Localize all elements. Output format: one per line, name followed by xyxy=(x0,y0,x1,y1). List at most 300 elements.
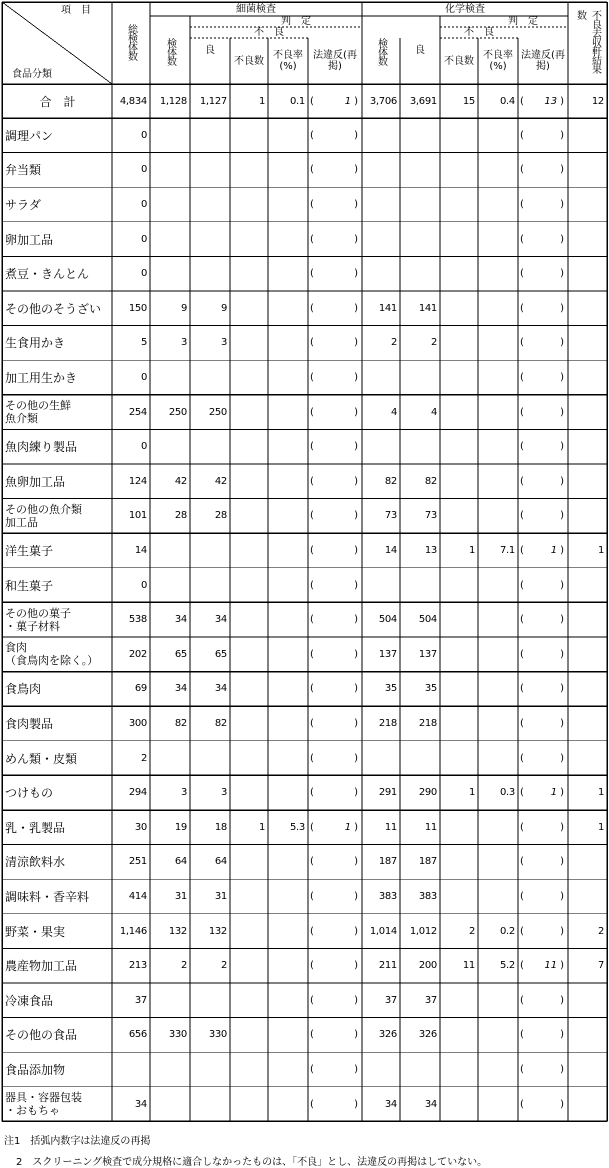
cell-recall xyxy=(568,983,607,1018)
cell-c-bad xyxy=(440,983,478,1018)
cell-c-law xyxy=(518,326,568,361)
cell-total: 124 xyxy=(128,475,147,487)
paren-open: ( xyxy=(310,752,314,764)
cell-c-n: 137 xyxy=(378,648,397,660)
cell-b-rate xyxy=(268,672,308,707)
cell-recall xyxy=(568,360,607,395)
cell-b-rate xyxy=(268,568,308,603)
paren-close: ) xyxy=(560,475,564,487)
paren-close: ) xyxy=(560,648,564,660)
cell-recall xyxy=(568,429,607,464)
cell-b-law xyxy=(308,464,362,499)
cell-recall xyxy=(568,1018,607,1053)
cell-c-law xyxy=(518,1052,568,1087)
cell-c-bad xyxy=(440,360,478,395)
paren-open: ( xyxy=(310,579,314,591)
cell-b-n xyxy=(150,1087,190,1122)
cell-b-rate xyxy=(268,1052,308,1087)
paren-open: ( xyxy=(310,544,314,556)
law-count: 13 xyxy=(544,95,558,107)
cell-c-law xyxy=(518,153,568,188)
law-count: 1 xyxy=(550,544,558,556)
cell-b-law xyxy=(308,1087,362,1122)
cell-b-rate xyxy=(268,741,308,776)
paren-open: ( xyxy=(520,925,524,937)
cell-c-law xyxy=(518,983,568,1018)
row-label: サラダ xyxy=(5,197,41,212)
paren-close: ) xyxy=(354,302,358,314)
header-recall-result: 不良去収軒結果数 xyxy=(574,10,601,73)
cell-c-good xyxy=(400,741,440,776)
cell-c-rate xyxy=(478,602,518,637)
cell-c-rate xyxy=(478,1052,518,1087)
cell-c-bad: 1 xyxy=(468,787,475,799)
cell-b-bad xyxy=(230,775,268,810)
row-label: 和生菓子 xyxy=(5,578,54,593)
cell-c-n: 291 xyxy=(378,787,397,799)
cell-c-n: 14 xyxy=(384,544,397,556)
paren-open: ( xyxy=(520,371,524,383)
cell-c-good: 4 xyxy=(430,406,437,418)
cell-total: 0 xyxy=(140,441,147,453)
cell-c-bad xyxy=(440,429,478,464)
cell-total: 0 xyxy=(140,371,147,383)
paren-open: ( xyxy=(520,856,524,868)
cell-c-good: 2 xyxy=(430,337,437,349)
row-label-line2: 魚介類 xyxy=(5,412,38,426)
cell-b-good xyxy=(190,983,230,1018)
row-label: その他の食品 xyxy=(5,1028,78,1043)
cell-b-good: 2 xyxy=(220,960,227,972)
cell-c-bad xyxy=(440,810,478,845)
cell-c-bad xyxy=(440,1087,478,1122)
cell-b-bad xyxy=(230,568,268,603)
cell-c-law xyxy=(518,222,568,257)
cell-c-n xyxy=(362,568,400,603)
row-label: 調理パン xyxy=(5,128,54,143)
paren-open: ( xyxy=(520,129,524,141)
cell-b-n: 65 xyxy=(174,648,187,660)
cell-b-good: 250 xyxy=(208,406,227,418)
paren-close: ) xyxy=(354,648,358,660)
cell-b-rate xyxy=(268,533,308,568)
paren-open: ( xyxy=(520,821,524,833)
header-category-label: 食品分類 xyxy=(12,68,52,80)
cell-b-n: 3 xyxy=(180,337,187,349)
cell-recall xyxy=(568,1052,607,1087)
cell-c-law xyxy=(518,775,568,810)
paren-open: ( xyxy=(520,164,524,176)
cell-recall xyxy=(568,326,607,361)
paren-close: ) xyxy=(354,95,358,107)
cell-recall xyxy=(568,602,607,637)
cell-b-good xyxy=(190,256,230,291)
cell-c-good xyxy=(400,153,440,188)
row-label: その他のそうざい xyxy=(5,301,102,316)
cell-b-rate xyxy=(268,775,308,810)
header-chem-group: 化学検査 xyxy=(445,4,485,15)
paren-open: ( xyxy=(310,683,314,695)
row-label: 食肉製品 xyxy=(5,716,54,731)
header-bact-law: 法違反(再掲) xyxy=(313,50,357,72)
paren-open: ( xyxy=(310,717,314,729)
cell-b-rate xyxy=(268,1018,308,1053)
paren-open: ( xyxy=(310,441,314,453)
cell-c-n: 383 xyxy=(378,890,397,902)
cell-c-good: 11 xyxy=(424,821,437,833)
cell-b-rate xyxy=(268,395,308,430)
cell-recall xyxy=(568,568,607,603)
cell-b-rate xyxy=(268,464,308,499)
paren-open: ( xyxy=(310,129,314,141)
cell-b-n xyxy=(150,118,190,153)
paren-close: ) xyxy=(560,1098,564,1110)
paren-close: ) xyxy=(560,268,564,280)
cell-recall xyxy=(568,741,607,776)
cell-b-rate xyxy=(268,499,308,534)
cell-c-bad xyxy=(440,222,478,257)
paren-open: ( xyxy=(520,441,524,453)
cell-b-n: 3 xyxy=(180,787,187,799)
cell-total: 202 xyxy=(128,648,147,660)
paren-close: ) xyxy=(354,683,358,695)
cell-c-n xyxy=(362,222,400,257)
paren-close: ) xyxy=(354,544,358,556)
cell-b-rate: 5.3 xyxy=(289,821,305,833)
cell-recall xyxy=(568,1087,607,1122)
cell-c-law xyxy=(518,187,568,222)
cell-b-n: 31 xyxy=(174,890,187,902)
paren-open: ( xyxy=(310,164,314,176)
cell-c-n: 218 xyxy=(378,717,397,729)
cell-b-rate xyxy=(268,948,308,983)
cell-b-n: 9 xyxy=(180,302,187,314)
cell-b-bad xyxy=(230,602,268,637)
cell-b-bad xyxy=(230,429,268,464)
cell-c-rate xyxy=(478,741,518,776)
cell-b-law xyxy=(308,845,362,880)
cell-c-rate: 0.2 xyxy=(499,925,515,937)
paren-open: ( xyxy=(310,614,314,626)
cell-c-n xyxy=(362,741,400,776)
cell-recall xyxy=(568,187,607,222)
cell-b-rate xyxy=(268,602,308,637)
row-label-line2: ・菓子材料 xyxy=(5,619,60,633)
paren-open: ( xyxy=(310,856,314,868)
cell-c-rate xyxy=(478,464,518,499)
paren-close: ) xyxy=(354,337,358,349)
cell-c-bad xyxy=(440,1052,478,1087)
cell-c-good: 82 xyxy=(424,475,437,487)
cell-b-law xyxy=(308,326,362,361)
cell-c-good: 3,691 xyxy=(409,95,437,107)
cell-b-bad xyxy=(230,1087,268,1122)
cell-total: 1,146 xyxy=(119,925,147,937)
paren-close: ) xyxy=(560,787,564,799)
row-label: めん類・皮類 xyxy=(5,751,78,766)
cell-c-n: 187 xyxy=(378,856,397,868)
cell-total: 4,834 xyxy=(119,95,147,107)
header-bact-defect-count: 不良数 xyxy=(234,55,264,67)
cell-c-bad xyxy=(440,464,478,499)
paren-close: ) xyxy=(560,164,564,176)
paren-close: ) xyxy=(354,406,358,418)
cell-b-law xyxy=(308,84,362,118)
header-bact-defect: 不 良 xyxy=(254,27,284,38)
cell-c-rate xyxy=(478,326,518,361)
cell-c-n: 326 xyxy=(378,1029,397,1041)
paren-close: ) xyxy=(354,925,358,937)
cell-total: 101 xyxy=(128,510,147,522)
cell-b-law xyxy=(308,948,362,983)
cell-b-bad xyxy=(230,914,268,949)
cell-total: 0 xyxy=(140,233,147,245)
paren-close: ) xyxy=(560,579,564,591)
cell-b-rate xyxy=(268,222,308,257)
cell-total: 34 xyxy=(134,1098,147,1110)
row-label xyxy=(5,500,110,533)
cell-b-rate xyxy=(268,914,308,949)
header-chem-defect-count: 不良数 xyxy=(444,55,474,67)
header-bact-good: 良 xyxy=(205,44,215,56)
row-label: 魚卵加工品 xyxy=(5,474,66,489)
header-total-count: 総検体数 xyxy=(125,24,137,60)
paren-open: ( xyxy=(520,406,524,418)
law-count: 1 xyxy=(550,787,558,799)
cell-b-bad xyxy=(230,118,268,153)
paren-close: ) xyxy=(560,994,564,1006)
paren-close: ) xyxy=(560,337,564,349)
cell-total: 0 xyxy=(140,268,147,280)
cell-b-good xyxy=(190,429,230,464)
paren-close: ) xyxy=(560,752,564,764)
cell-c-good xyxy=(400,568,440,603)
cell-total: 294 xyxy=(128,787,147,799)
paren-open: ( xyxy=(310,1098,314,1110)
cell-b-bad xyxy=(230,845,268,880)
cell-b-good xyxy=(190,118,230,153)
paren-close: ) xyxy=(560,510,564,522)
row-label xyxy=(5,1088,110,1121)
paren-close: ) xyxy=(560,960,564,972)
cell-b-good: 34 xyxy=(214,683,227,695)
row-label: 魚肉練り製品 xyxy=(5,440,78,455)
paren-open: ( xyxy=(520,1063,524,1075)
cell-total: 414 xyxy=(128,890,147,902)
cell-b-good: 34 xyxy=(214,614,227,626)
cell-c-rate xyxy=(478,706,518,741)
cell-recall xyxy=(568,464,607,499)
cell-total: 656 xyxy=(128,1029,147,1041)
cell-c-rate: 0.4 xyxy=(499,95,515,107)
cell-b-law xyxy=(308,706,362,741)
row-label-line1: その他の魚介類 xyxy=(5,502,82,516)
paren-close: ) xyxy=(560,890,564,902)
cell-total: 69 xyxy=(134,683,147,695)
cell-c-good xyxy=(400,187,440,222)
cell-c-law xyxy=(518,291,568,326)
cell-c-rate xyxy=(478,672,518,707)
cell-b-bad xyxy=(230,187,268,222)
paren-open: ( xyxy=(520,510,524,522)
cell-c-good: 13 xyxy=(424,544,437,556)
paren-close: ) xyxy=(354,890,358,902)
cell-c-n xyxy=(362,256,400,291)
cell-c-rate xyxy=(478,1087,518,1122)
paren-open: ( xyxy=(310,510,314,522)
cell-c-rate xyxy=(478,187,518,222)
cell-c-law xyxy=(518,1087,568,1122)
cell-total xyxy=(112,1052,150,1087)
paren-open: ( xyxy=(310,994,314,1006)
row-label-line2: 加工品 xyxy=(5,515,38,529)
header-chem-good: 良 xyxy=(415,44,425,56)
cell-b-good xyxy=(190,568,230,603)
row-label: 食品添加物 xyxy=(5,1062,66,1077)
cell-b-law xyxy=(308,741,362,776)
cell-c-rate xyxy=(478,222,518,257)
cell-c-law xyxy=(518,429,568,464)
paren-open: ( xyxy=(310,302,314,314)
paren-open: ( xyxy=(520,960,524,972)
cell-b-n: 132 xyxy=(168,925,187,937)
cell-c-good: 35 xyxy=(424,683,437,695)
paren-open: ( xyxy=(520,683,524,695)
paren-close: ) xyxy=(560,95,564,107)
paren-open: ( xyxy=(310,1029,314,1041)
row-label-line2: ・おもちゃ xyxy=(5,1104,60,1118)
cell-b-n: 250 xyxy=(168,406,187,418)
cell-b-good: 132 xyxy=(208,925,227,937)
cell-b-good: 42 xyxy=(214,475,227,487)
cell-c-bad xyxy=(440,118,478,153)
cell-b-good xyxy=(190,360,230,395)
cell-total: 0 xyxy=(140,579,147,591)
cell-recall xyxy=(568,499,607,534)
header-bact-judgement: 判 定 xyxy=(281,16,311,27)
cell-c-good xyxy=(400,1052,440,1087)
cell-total: 0 xyxy=(140,198,147,210)
paren-open: ( xyxy=(310,787,314,799)
cell-c-rate xyxy=(478,360,518,395)
cell-b-bad xyxy=(230,326,268,361)
cell-c-good xyxy=(400,222,440,257)
cell-c-law xyxy=(518,914,568,949)
cell-recall xyxy=(568,637,607,672)
cell-b-good xyxy=(190,533,230,568)
cell-b-n: 34 xyxy=(174,614,187,626)
cell-b-bad xyxy=(230,948,268,983)
cell-c-law xyxy=(518,568,568,603)
cell-c-bad xyxy=(440,637,478,672)
cell-c-n: 4 xyxy=(390,406,397,418)
row-label-line1: 食肉 xyxy=(5,641,27,655)
paren-open: ( xyxy=(310,95,314,107)
cell-recall xyxy=(568,395,607,430)
cell-total: 213 xyxy=(128,960,147,972)
paren-open: ( xyxy=(310,475,314,487)
cell-b-rate xyxy=(268,879,308,914)
cell-c-n xyxy=(362,1052,400,1087)
cell-c-rate xyxy=(478,1018,518,1053)
cell-b-law xyxy=(308,602,362,637)
cell-b-rate xyxy=(268,118,308,153)
paren-close: ) xyxy=(354,164,358,176)
cell-c-n: 82 xyxy=(384,475,397,487)
cell-b-n xyxy=(150,429,190,464)
cell-c-good: 218 xyxy=(418,717,437,729)
row-label-line2: （食鳥肉を除く。） xyxy=(5,654,99,668)
cell-c-rate xyxy=(478,568,518,603)
paren-open: ( xyxy=(520,198,524,210)
header-chem-count: 検体数 xyxy=(375,37,387,65)
row-label: 乳・乳製品 xyxy=(5,820,66,835)
cell-b-bad xyxy=(230,879,268,914)
cell-b-law xyxy=(308,533,362,568)
cell-c-good: 73 xyxy=(424,510,437,522)
cell-b-rate xyxy=(268,187,308,222)
cell-recall xyxy=(568,222,607,257)
paren-open: ( xyxy=(310,821,314,833)
cell-c-bad xyxy=(440,879,478,914)
cell-b-n xyxy=(150,983,190,1018)
paren-open: ( xyxy=(310,371,314,383)
header-chem-defect-rate: 不良率(%) xyxy=(483,50,513,72)
cell-c-law xyxy=(518,845,568,880)
cell-c-law xyxy=(518,741,568,776)
cell-b-good: 65 xyxy=(214,648,227,660)
paren-close: ) xyxy=(560,544,564,556)
row-label: 冷凍食品 xyxy=(5,993,54,1008)
cell-b-rate xyxy=(268,429,308,464)
cell-c-law xyxy=(518,84,568,118)
row-label: 卵加工品 xyxy=(5,232,54,247)
cell-b-good xyxy=(190,222,230,257)
cell-c-n: 504 xyxy=(378,614,397,626)
paren-close: ) xyxy=(354,1098,358,1110)
cell-c-bad xyxy=(440,256,478,291)
cell-c-law xyxy=(518,533,568,568)
cell-c-bad xyxy=(440,672,478,707)
cell-b-good xyxy=(190,153,230,188)
cell-total: 0 xyxy=(140,164,147,176)
cell-c-law xyxy=(518,395,568,430)
cell-c-n: 3,706 xyxy=(369,95,397,107)
cell-b-rate xyxy=(268,845,308,880)
cell-c-good: 1,012 xyxy=(409,925,437,937)
cell-c-n: 34 xyxy=(384,1098,397,1110)
cell-b-law xyxy=(308,568,362,603)
cell-b-law xyxy=(308,810,362,845)
paren-close: ) xyxy=(560,198,564,210)
cell-c-good: 326 xyxy=(418,1029,437,1041)
cell-b-bad xyxy=(230,256,268,291)
cell-c-n xyxy=(362,118,400,153)
cell-b-law xyxy=(308,222,362,257)
cell-b-good xyxy=(190,187,230,222)
paren-open: ( xyxy=(310,1063,314,1075)
paren-close: ) xyxy=(354,198,358,210)
cell-c-rate xyxy=(478,637,518,672)
cell-b-rate xyxy=(268,256,308,291)
row-label: 生食用かき xyxy=(5,336,66,351)
cell-c-good xyxy=(400,429,440,464)
row-label: 食鳥肉 xyxy=(5,682,42,697)
cell-c-rate xyxy=(478,153,518,188)
cell-c-law xyxy=(518,810,568,845)
cell-recall: 7 xyxy=(597,960,604,972)
cell-c-n: 73 xyxy=(384,510,397,522)
